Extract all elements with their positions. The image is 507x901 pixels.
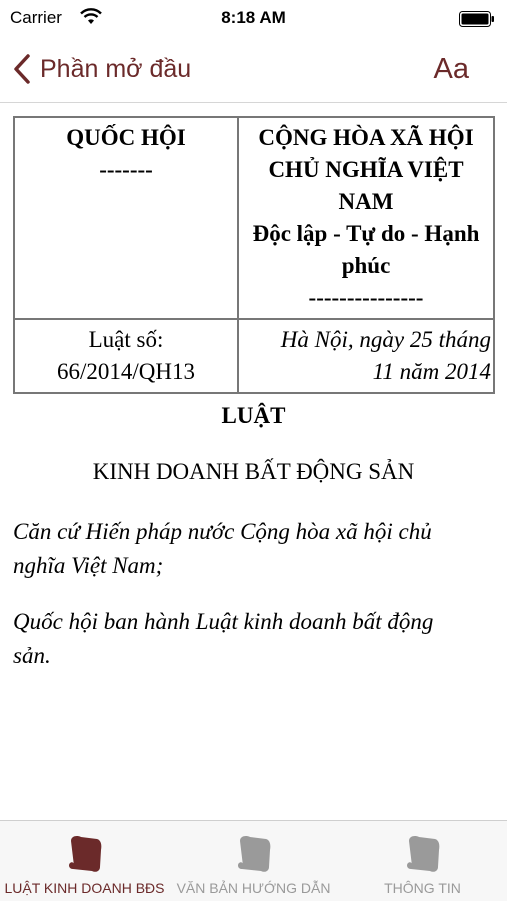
- status-time: 8:18 AM: [221, 8, 286, 27]
- preamble-1-line-1: Căn cứ Hiến pháp nước Cộng hòa xã hội chủ: [13, 519, 432, 544]
- scroll-icon: [401, 833, 445, 877]
- issuer-divider: -------: [99, 157, 153, 182]
- back-button-label: Phần mở đầu: [40, 54, 192, 83]
- motto-line-1: CỘNG HÒA XÃ HỘI: [258, 125, 474, 150]
- law-number-value: 66/2014/QH13: [57, 359, 195, 384]
- document-content: [0, 103, 507, 820]
- font-size-button[interactable]: Aa: [433, 53, 469, 85]
- tab-thong-tin[interactable]: [338, 821, 507, 901]
- date-line-2: 11 năm 2014: [372, 359, 491, 384]
- motto-line-5: phúc: [341, 253, 391, 278]
- law-title: LUẬT: [221, 403, 286, 428]
- document-header-table: [13, 116, 495, 394]
- tab-bar: [0, 820, 507, 901]
- tab-label-van-ban: VĂN BẢN HƯỚNG DẪN: [176, 880, 331, 896]
- scroll-icon: [63, 833, 107, 877]
- status-bar: [0, 0, 507, 36]
- motto-line-2: CHỦ NGHĨA VIỆT: [268, 157, 464, 182]
- preamble-paragraph-2: [13, 605, 493, 673]
- back-button[interactable]: [12, 50, 191, 88]
- battery-icon: [459, 11, 495, 27]
- preamble-paragraph-1: [13, 515, 493, 583]
- motto-line-3: NAM: [338, 189, 394, 214]
- date-cell: [238, 319, 494, 393]
- tab-luat-kinh-doanh-bds[interactable]: [0, 821, 169, 901]
- law-number-cell: [14, 319, 238, 393]
- law-name: KINH DOANH BẤT ĐỘNG SẢN: [92, 459, 415, 484]
- tab-label-thong-tin: THÔNG TIN: [384, 880, 461, 896]
- issuer-cell: [14, 117, 238, 319]
- tab-label-luat: LUẬT KINH DOANH BĐS: [4, 880, 165, 896]
- preamble-2-line-2: sản.: [13, 643, 51, 668]
- date-line-1: Hà Nội, ngày 25 tháng: [280, 327, 491, 352]
- preamble-2-line-1: Quốc hội ban hành Luật kinh doanh bất động: [13, 609, 434, 634]
- tab-van-ban-huong-dan[interactable]: [169, 821, 338, 901]
- motto-divider: ---------------: [308, 285, 424, 310]
- navigation-bar: [0, 36, 507, 103]
- national-motto-cell: [238, 117, 494, 319]
- chevron-left-icon: [12, 53, 32, 85]
- preamble-1-line-2: nghĩa Việt Nam;: [13, 553, 164, 578]
- issuer-name: QUỐC HỘI: [66, 125, 186, 150]
- motto-line-4: Độc lập - Tự do - Hạnh: [252, 221, 480, 246]
- law-number-label: Luật số:: [88, 327, 164, 352]
- scroll-icon: [232, 833, 276, 877]
- carrier-label: Carrier: [10, 8, 62, 27]
